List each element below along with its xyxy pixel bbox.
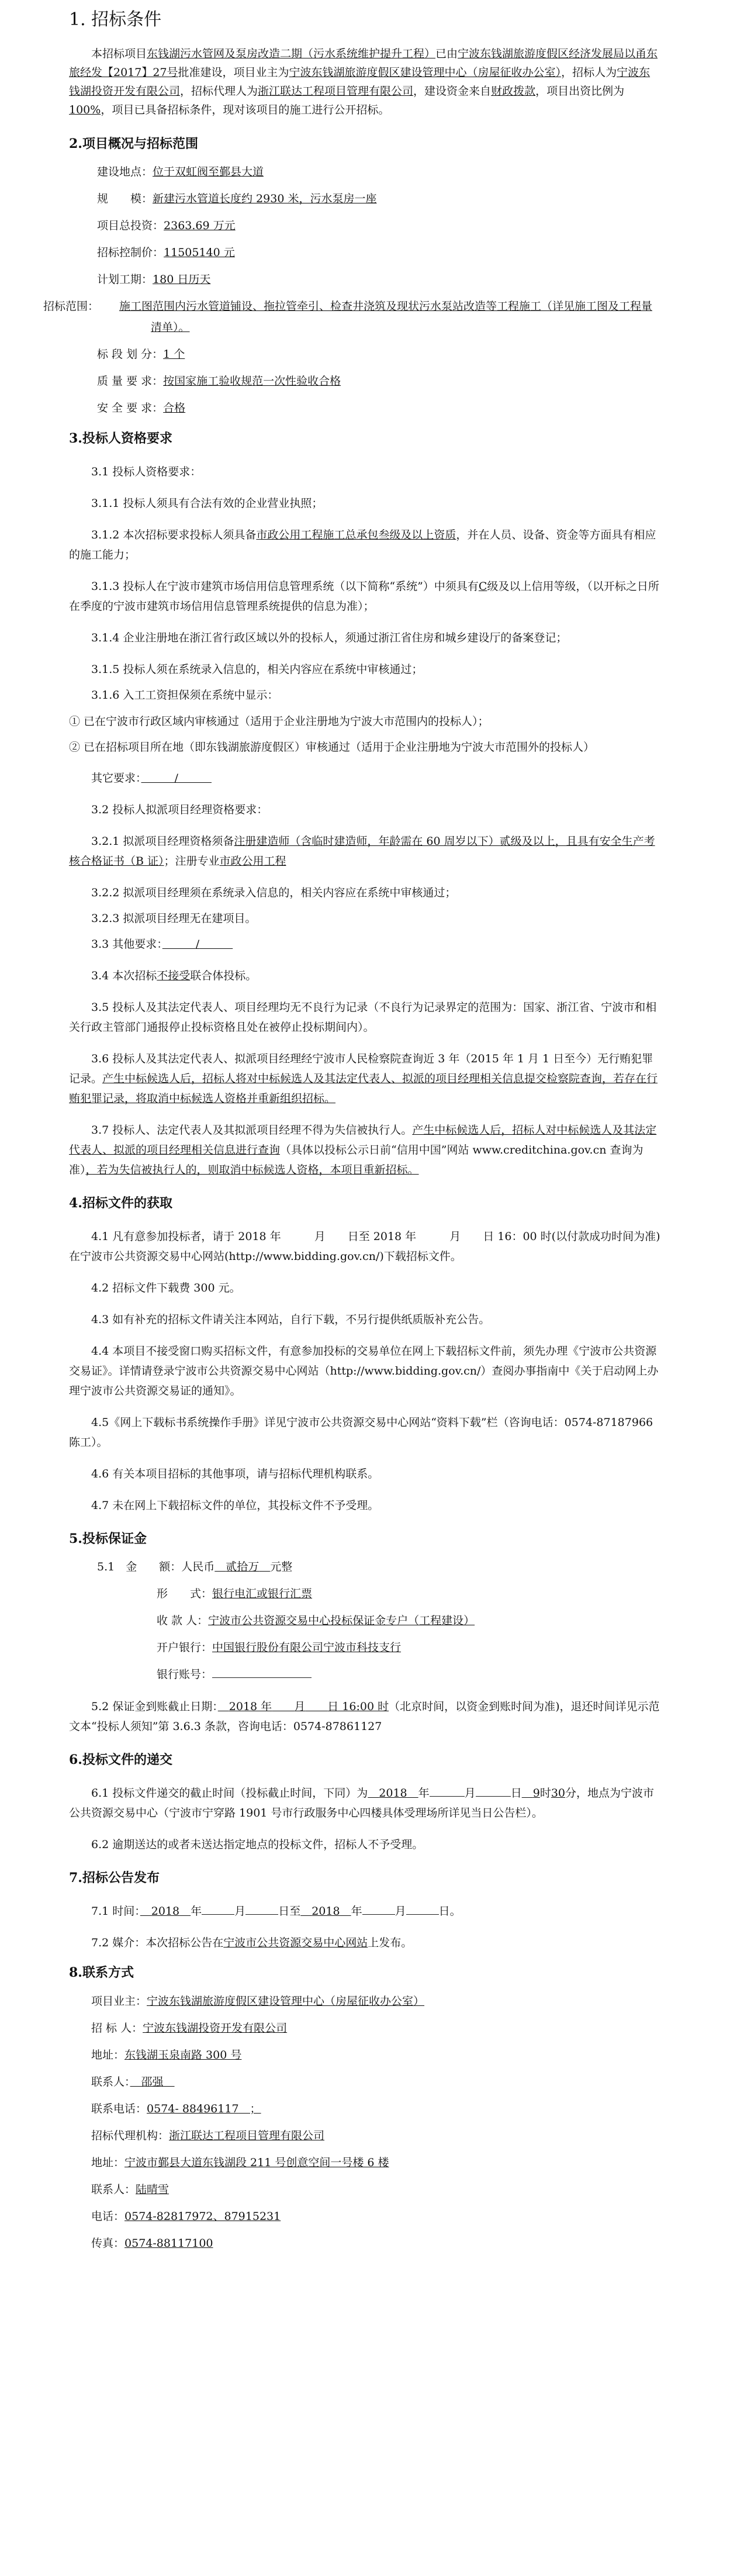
clause bbox=[69, 1120, 661, 1180]
section-title-submission: 6.投标文件的递交 bbox=[69, 1752, 172, 1767]
row-value: 11505140 元 bbox=[164, 246, 235, 259]
clause: 4.5《网上下载标书系统操作手册》详见宁波市公共资源交易中心网站“资料下载”栏（咨询电话：0574-87187966 陈工）。 bbox=[69, 1416, 653, 1449]
row-value: 按国家施工验收规范一次性验收合格 bbox=[163, 375, 341, 388]
contact-row bbox=[69, 2180, 661, 2199]
text: 批准建设，项目业主为 bbox=[178, 66, 289, 79]
row-value: 位于双虹阀至鄞县大道 bbox=[153, 165, 264, 178]
text: 2018 年 bbox=[229, 1700, 272, 1713]
text: 月 bbox=[234, 1905, 246, 1918]
text: 日。 bbox=[438, 1905, 461, 1918]
text: ，项目已具备招标条件，现对该项目的施工进行公开招标。 bbox=[101, 103, 390, 116]
start-year bbox=[140, 1905, 191, 1918]
section-title-overview: 2.项目概况与招标范围 bbox=[69, 136, 198, 151]
row-value: 中国银行股份有限公司宁波市科技支行 bbox=[212, 1641, 402, 1654]
tender-agent: 浙江联达工程项目管理有限公司 bbox=[258, 85, 414, 98]
clause: 4.6 有关本项目招标的其他事项，请与招标代理机构联系。 bbox=[91, 1467, 379, 1480]
text: 月 bbox=[395, 1905, 406, 1918]
deadline bbox=[368, 1787, 418, 1800]
month-blank bbox=[430, 1783, 465, 1797]
text: 6.1 投标文件递交的截止时间（投标截止时间，下同）为 bbox=[91, 1787, 368, 1800]
contact-label: 联系人： bbox=[91, 2183, 136, 2196]
row-label: 规 模： bbox=[97, 192, 153, 205]
text: 上发布。 bbox=[368, 1936, 413, 1949]
text: / bbox=[195, 938, 200, 951]
text: ，若为失信被执行人的，则取消中标候选人资格，本项目重新招标。 bbox=[85, 1163, 419, 1176]
row-value: 新建污水管道长度约 2930 米，污水泵房一座 bbox=[153, 192, 377, 205]
contact-value: 宁波市鄞县大道东钱湖段 211 号创意空间一号楼 6 楼 bbox=[124, 2156, 389, 2169]
other-value bbox=[162, 938, 233, 951]
section-title-announcement: 7.招标公告发布 bbox=[69, 1870, 160, 1886]
end-year bbox=[300, 1905, 351, 1918]
deadline-hour bbox=[522, 1787, 540, 1800]
clause: 3.2 投标人拟派项目经理资格要求： bbox=[91, 803, 268, 816]
clause-item: ① 已在宁波市行政区域内审核通过（适用于企业注册地为宁波大市范围内的投标人）； bbox=[69, 715, 489, 728]
tender-conditions-paragraph bbox=[69, 44, 661, 119]
row-label: 开户银行： bbox=[157, 1641, 213, 1654]
project-name: 东钱湖污水管网及泵房改造二期（污水系统维护提升工程） bbox=[147, 47, 436, 60]
row-value: 人民币 bbox=[181, 1560, 215, 1573]
overview-row bbox=[69, 344, 661, 365]
clause bbox=[69, 1783, 661, 1823]
row-value bbox=[214, 1560, 270, 1573]
row-label: 形 式： bbox=[157, 1587, 213, 1600]
clause: 3.2.3 拟派项目经理无在建项目。 bbox=[91, 912, 257, 925]
clause: 3.1 投标人资格要求： bbox=[91, 465, 202, 478]
day-blank bbox=[476, 1783, 511, 1797]
text: ，建设资金来自 bbox=[413, 85, 492, 98]
clause-item: ② 已在招标项目所在地（即东钱湖旅游度假区）审核通过（适用于企业注册地为宁波大市范围外的投标人） bbox=[69, 741, 595, 754]
section-title-bid-bond: 5.投标保证金 bbox=[69, 1531, 147, 1546]
contact-label: 联系人： bbox=[91, 2076, 130, 2088]
text: 日 16:00 时 bbox=[327, 1700, 389, 1713]
overview-row bbox=[69, 398, 661, 419]
start-month-blank bbox=[202, 1901, 234, 1915]
section-title-qualification: 3.投标人资格要求 bbox=[69, 431, 172, 446]
row-label: 收 款 人： bbox=[157, 1614, 209, 1627]
row-label: 标 段 划 分： bbox=[97, 348, 164, 361]
contact-value: 0574-82817972、87915231 bbox=[124, 2210, 281, 2223]
row-value: 合格 bbox=[163, 402, 186, 415]
project-owner: 宁波东钱湖旅游度假区建设管理中心（房屋征收办公室） bbox=[289, 66, 562, 79]
contact-row bbox=[69, 2126, 661, 2146]
funding-source: 财政拨款 bbox=[491, 85, 536, 98]
credit-grade: C bbox=[478, 580, 487, 593]
clause bbox=[69, 966, 661, 986]
registered-major: 市政公用工程 bbox=[219, 855, 286, 868]
clause bbox=[69, 1227, 661, 1266]
clause: 3.1.1 投标人须具有合法有效的企业营业执照； bbox=[91, 497, 323, 510]
contact-label: 招标代理机构： bbox=[91, 2129, 169, 2142]
text: 日至 bbox=[278, 1905, 301, 1918]
text: ，招标人为 bbox=[561, 66, 617, 79]
text: 2018 bbox=[312, 1905, 340, 1918]
contact-label: 地址： bbox=[91, 2156, 125, 2169]
clause bbox=[69, 1697, 661, 1736]
text: 7.1 时间： bbox=[91, 1905, 140, 1918]
row-label: 银行账号： bbox=[157, 1668, 213, 1681]
bond-row bbox=[69, 1556, 661, 1577]
text: 5.2 保证金到账截止日期： bbox=[91, 1700, 218, 1713]
clause: 3.2.2 拟派项目经理须在系统录入信息的，相关内容应在系统中审核通过； bbox=[91, 886, 456, 899]
approval-document: 宁波东钱湖旅游度假区经济发展局以甬东旅经发【2017】27号 bbox=[69, 47, 658, 79]
text: 4.1 凡有意参加投标者，请于 2018 年 bbox=[91, 1230, 281, 1243]
required-qualification: 市政公用工程施工总承包叁级及以上资质 bbox=[256, 529, 456, 541]
text: （北京时间，以资金到账时间为准)，退还时间详见示范文本“投标人须知”第 3.6.3 条款，咨询电话：0574-87861127 bbox=[69, 1700, 660, 1733]
text: 贰拾万 bbox=[226, 1560, 260, 1573]
contact-label: 联系电话： bbox=[91, 2102, 147, 2115]
row-value: 银行电汇或银行汇票 bbox=[212, 1587, 313, 1600]
contact-label: 地址： bbox=[91, 2049, 125, 2062]
text: 3.7 投标人、法定代表人及其拟派项目经理不得为失信被执行人。 bbox=[91, 1124, 413, 1137]
contact-row bbox=[69, 2018, 661, 2038]
section-title-contacts: 8.联系方式 bbox=[69, 1965, 134, 1980]
text: 本招标项目 bbox=[91, 47, 147, 60]
document-title: 1. 招标条件 bbox=[69, 9, 162, 30]
text: 级及以上信用等级，（以开标之日所在季度的宁波市建筑市场信用信息管理系统提供的信息为准）； bbox=[69, 580, 659, 613]
clause: 4.4 本项目不接受窗口购买招标文件，有意参加投标的交易单位在网上下载招标文件前，须先办理《宁波市公共资源交易证》。详情请登录宁波市公共资源交易中心网站（http://www.bidding.gov.cn/）查阅办事指南中《关于启动网上办理宁波市公共资源交易证的通知》。 bbox=[69, 1345, 659, 1397]
text: 年 bbox=[351, 1905, 362, 1918]
text: 0574- 88496117 bbox=[147, 2102, 239, 2115]
text: 其它要求： bbox=[91, 772, 141, 785]
contact-label: 招 标 人： bbox=[91, 2022, 143, 2035]
overview-row bbox=[69, 371, 661, 392]
contact-value bbox=[130, 2076, 175, 2088]
text: 3.1.2 本次招标要求投标人须具备 bbox=[91, 529, 257, 541]
end-month-blank bbox=[362, 1901, 395, 1915]
overview-list bbox=[43, 161, 661, 419]
contact-row bbox=[69, 2153, 661, 2173]
text: 年 bbox=[418, 1787, 430, 1800]
text: 3.1.3 投标人在宁波市建筑市场信用信息管理系统（以下简称“系统”）中须具有 bbox=[91, 580, 479, 593]
overview-row bbox=[69, 215, 661, 236]
clause: 4.3 如有补充的招标文件请关注本网站，自行下载，不另行提供纸质版补充公告。 bbox=[91, 1313, 490, 1326]
contact-label: 传真： bbox=[91, 2237, 125, 2250]
text: 年 bbox=[191, 1905, 202, 1918]
text: 月 bbox=[449, 1230, 461, 1243]
text: 联合体投标。 bbox=[190, 969, 257, 982]
publication-medium: 宁波市公共资源交易中心网站 bbox=[223, 1936, 368, 1949]
contact-row bbox=[69, 2045, 661, 2065]
bond-row bbox=[69, 1583, 661, 1604]
deadline-date bbox=[218, 1700, 389, 1713]
text: 2018 bbox=[379, 1787, 407, 1800]
row-value: 元整 bbox=[270, 1560, 293, 1573]
text: 3.6 投标人及其法定代表人、拟派项目经理经宁波市人民检察院查询近 3 年（2015 年 1 月 1 日至今）无行贿犯罪记录。 bbox=[69, 1052, 653, 1085]
consortium-policy: 不接受 bbox=[157, 969, 191, 982]
clause bbox=[69, 831, 661, 871]
contact-row bbox=[69, 2206, 661, 2226]
row-value: 宁波市公共资源交易中心投标保证金专户（工程建设） bbox=[208, 1614, 475, 1627]
text: 产生中标候选人后，招标人对中标候选人及其法定代表人、拟派的项目经理相关信息进行查询 bbox=[69, 1124, 657, 1156]
text: 日 16：00 时(以付款成功时间为准)在宁波市公共资源交易中心网站(http://www.bidding.gov.cn/)下载招标文件。 bbox=[69, 1230, 660, 1263]
overview-row bbox=[69, 161, 661, 182]
text: ，招标代理人为 bbox=[180, 85, 258, 98]
clause bbox=[69, 1933, 661, 1953]
row-label: 安 全 要 求： bbox=[97, 402, 164, 415]
bond-row bbox=[69, 1637, 661, 1658]
clause: 3.1.6 入工工资担保须在系统中显示： bbox=[91, 689, 279, 702]
overview-row bbox=[69, 269, 661, 290]
text: 7.2 媒介：本次招标公告在 bbox=[91, 1936, 224, 1949]
contact-label: 项目业主： bbox=[91, 1995, 147, 2008]
clause bbox=[69, 1049, 661, 1109]
clause: 3.1.4 企业注册地在浙江省行政区域以外的投标人，须通过浙江省住房和城乡建设厅的备案登记； bbox=[91, 631, 568, 644]
row-label: 计划工期： bbox=[97, 273, 153, 286]
row-value: 施工图范围内污水管道铺设、拖拉管牵引、检查井浇筑及现状污水泵站改造等工程施工（详见施工图及工程量清单）。 bbox=[119, 300, 653, 334]
overview-row bbox=[43, 296, 661, 338]
text: ，并在人员、设备、资金等方面具有相应的施工能力； bbox=[69, 529, 656, 561]
row-value: 1 个 bbox=[163, 348, 185, 361]
contact-row bbox=[69, 1991, 661, 2011]
text: 3.2.1 拟派项目经理资格须备 bbox=[91, 835, 234, 848]
text: 产生中标候选人后，招标人将对中标候选人及其法定代表人、拟派的项目经理相关信息提交检察院查询，若存在行贿犯罪记录，将取消中标候选人资格并重新组织招标。 bbox=[69, 1072, 658, 1105]
contact-value: 0574- 88496117 ； bbox=[147, 2102, 261, 2115]
text: 分，地点为宁波市公共资源交易中心（宁波市宁穿路 1901 号市行政服务中心四楼具体受理场所详见当日公告栏）。 bbox=[69, 1787, 655, 1819]
contact-value: 0574-88117100 bbox=[124, 2237, 213, 2250]
text: 月 bbox=[314, 1230, 326, 1243]
clause: 6.2 逾期送达的或者未送达指定地点的投标文件，招标人不予受理。 bbox=[91, 1838, 424, 1851]
contact-value: 宁波东钱湖旅游度假区建设管理中心（房屋征收办公室） bbox=[147, 1995, 425, 2008]
text: 邵强 bbox=[141, 2076, 164, 2088]
contact-list bbox=[69, 1991, 661, 2253]
contact-value: 陆晴雪 bbox=[136, 2183, 169, 2196]
tenderer: 宁波东钱湖投资开发有限公司 bbox=[69, 66, 651, 98]
row-label: 项目总投资： bbox=[97, 219, 164, 232]
text: 月 bbox=[464, 1787, 476, 1800]
row-label: 招标控制价： bbox=[97, 246, 164, 259]
text: 时 bbox=[539, 1787, 551, 1800]
text: 已由 bbox=[435, 47, 458, 60]
row-value: 2363.69 万元 bbox=[164, 219, 236, 232]
text: 9 bbox=[532, 1787, 540, 1800]
text: 3.4 本次招标 bbox=[91, 969, 157, 982]
row-value: 180 日历天 bbox=[153, 273, 211, 286]
bond-row bbox=[69, 1610, 661, 1631]
text: 日 bbox=[510, 1787, 522, 1800]
contact-value: 浙江联达工程项目管理有限公司 bbox=[169, 2129, 325, 2142]
clause bbox=[69, 576, 661, 616]
overview-row bbox=[69, 242, 661, 263]
contact-row bbox=[69, 2099, 661, 2119]
text: 3.3 其他要求： bbox=[91, 938, 162, 951]
text: 2018 bbox=[151, 1905, 180, 1918]
overview-row bbox=[69, 188, 661, 209]
deadline-minute: 30 bbox=[551, 1787, 566, 1800]
contact-value: 宁波东钱湖投资开发有限公司 bbox=[143, 2022, 288, 2035]
row-label: 招标范围： bbox=[43, 300, 99, 313]
row-label: 建设地点： bbox=[97, 165, 153, 178]
start-day-blank bbox=[245, 1901, 278, 1915]
clause: 4.7 未在网上下载招标文件的单位，其投标文件不予受理。 bbox=[91, 1499, 379, 1512]
clause: 3.1.5 投标人须在系统录入信息的，相关内容应在系统中审核通过； bbox=[91, 663, 423, 676]
contact-row bbox=[69, 2233, 661, 2253]
other-requirements-value bbox=[141, 772, 212, 785]
contact-row bbox=[69, 2072, 661, 2092]
text: / bbox=[174, 772, 178, 785]
text: （具体以投标公示日前“信用中国”网站 www.creditchina.gov.cn 查询为准） bbox=[69, 1144, 643, 1176]
row-label: 5.1 金 额： bbox=[97, 1560, 182, 1573]
text: ；注册专业 bbox=[164, 855, 220, 868]
clause: 3.5 投标人及其法定代表人、项目经理均无不良行为记录（不良行为记录界定的范围为：国家、浙江省、宁波市和相关行政主管部门通报停止投标资格且处在被停止投标期间内）。 bbox=[69, 1001, 657, 1034]
clause bbox=[69, 525, 661, 565]
clause: 4.2 招标文件下载费 300 元。 bbox=[91, 1282, 241, 1294]
clause bbox=[69, 1901, 661, 1921]
contact-value: 东钱湖玉泉南路 300 号 bbox=[124, 2049, 242, 2062]
funding-ratio: 100% bbox=[69, 103, 101, 116]
row-label: 质 量 要 求： bbox=[97, 375, 164, 388]
contact-label: 电话： bbox=[91, 2210, 125, 2223]
clause bbox=[69, 768, 661, 788]
clause bbox=[69, 934, 661, 954]
section-title-obtain-documents: 4.招标文件的获取 bbox=[69, 1196, 172, 1211]
bank-account-blank bbox=[212, 1665, 312, 1678]
end-day-blank bbox=[406, 1901, 439, 1915]
manager-qualification: 注册建造师（含临时建造师，年龄需在 60 周岁以下）贰级及以上，且具有安全生产考核合格证书（B 证） bbox=[69, 835, 655, 868]
text: 日至 2018 年 bbox=[347, 1230, 417, 1243]
bond-row bbox=[69, 1664, 661, 1685]
text: 月 bbox=[294, 1700, 306, 1713]
text: ，项目出资比例为 bbox=[535, 85, 625, 98]
